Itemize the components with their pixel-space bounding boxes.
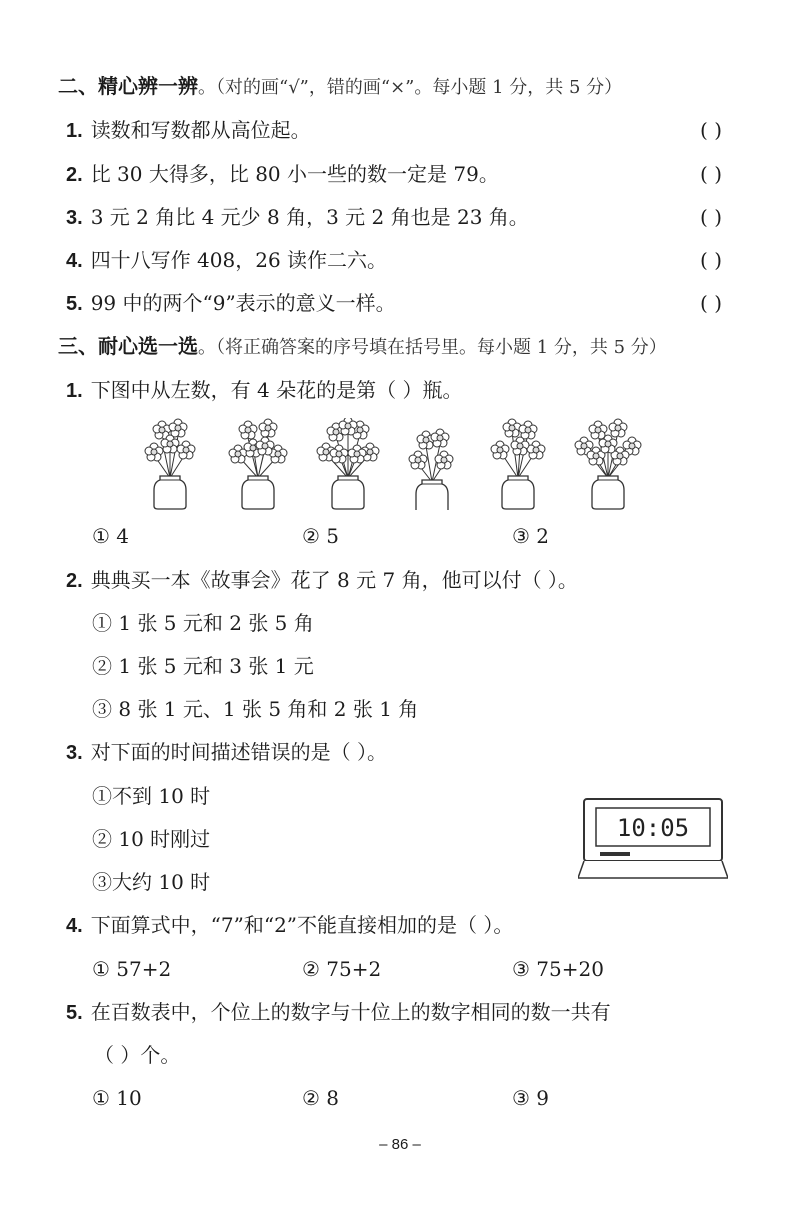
section-3-note: 。（将正确答案的序号填在括号里。每小题 1 分，共 5 分） xyxy=(198,337,667,358)
question-text: 3 元 2 角比 4 元少 8 角，3 元 2 角也是 23 角。 xyxy=(90,205,529,229)
answer-blank-3[interactable]: ( ) xyxy=(700,205,722,229)
question-number: 3. xyxy=(66,207,83,229)
question-text: 99 中的两个“9”表示的意义一样。 xyxy=(90,291,396,315)
digital-clock-illustration xyxy=(578,798,728,880)
question-text: 读数和写数都从高位起。 xyxy=(90,118,311,142)
judge-question-1 xyxy=(66,116,311,145)
choice-question-2 xyxy=(66,566,578,595)
page-number: – 86 – xyxy=(379,1136,421,1153)
answer-blank-4[interactable]: ( ) xyxy=(700,248,722,272)
q1-option-1[interactable]: ① 4 xyxy=(92,524,130,548)
q3-option-1[interactable]: ①不到 10 时 xyxy=(92,784,211,808)
question-text: 比 30 大得多，比 80 小一些的数一定是 79。 xyxy=(90,162,499,186)
vase-5 xyxy=(491,419,545,509)
q4-option-1[interactable]: ① 57+2 xyxy=(92,957,172,981)
flower-vases-illustration xyxy=(140,418,660,510)
section-3-heading xyxy=(58,332,667,362)
question-number: 5. xyxy=(66,293,83,315)
question-number: 2. xyxy=(66,570,83,592)
vase-6 xyxy=(575,419,641,509)
q3-option-2[interactable]: ② 10 时刚过 xyxy=(92,827,211,851)
section-2-heading xyxy=(58,72,622,102)
question-text: 典典买一本《故事会》花了 8 元 7 角，他可以付（ ）。 xyxy=(90,568,578,592)
question-text: 下图中从左数，有 4 朵花的是第（ ）瓶。 xyxy=(90,378,463,402)
answer-blank-5[interactable]: ( ) xyxy=(700,291,722,315)
question-number: 2. xyxy=(66,164,83,186)
vase-1 xyxy=(145,419,195,509)
q4-option-2[interactable]: ② 75+2 xyxy=(302,957,382,981)
q2-option-2[interactable]: ② 1 张 5 元和 3 张 1 元 xyxy=(92,654,314,678)
section-2-title: 二、精心辨一辨 xyxy=(58,74,198,98)
q4-option-3[interactable]: ③ 75+20 xyxy=(512,957,604,981)
answer-blank-2[interactable]: ( ) xyxy=(700,162,722,186)
question-number: 1. xyxy=(66,120,83,142)
q2-option-3[interactable]: ③ 8 张 1 元、1 张 5 角和 2 张 1 角 xyxy=(92,697,419,721)
judge-question-3 xyxy=(66,203,529,232)
choice-question-3 xyxy=(66,738,387,767)
question-number: 1. xyxy=(66,380,83,402)
judge-question-2 xyxy=(66,160,499,189)
judge-question-5 xyxy=(66,289,396,318)
question-number: 4. xyxy=(66,250,83,272)
judge-question-4 xyxy=(66,246,387,275)
q5-option-2[interactable]: ② 8 xyxy=(302,1086,340,1110)
q1-option-3[interactable]: ③ 2 xyxy=(512,524,550,548)
section-3-title: 三、耐心选一选 xyxy=(58,334,198,358)
q5-option-3[interactable]: ③ 9 xyxy=(512,1086,550,1110)
question-text: 在百数表中，个位上的数字与十位上的数字相同的数一共有 xyxy=(90,1000,611,1024)
vase-3 xyxy=(317,418,379,509)
question-text: 四十八写作 408，26 读作二六。 xyxy=(90,248,388,272)
q3-option-3[interactable]: ③大约 10 时 xyxy=(92,870,211,894)
choice-question-5 xyxy=(66,998,611,1027)
q2-option-1[interactable]: ① 1 张 5 元和 2 张 5 角 xyxy=(92,611,314,635)
vase-4 xyxy=(409,429,453,510)
choice-question-4 xyxy=(66,911,513,940)
q5-option-1[interactable]: ① 10 xyxy=(92,1086,142,1110)
question-number: 5. xyxy=(66,1002,83,1024)
question-text: 下面算式中，“7”和“2”不能直接相加的是（ ）。 xyxy=(90,913,514,937)
question-number: 3. xyxy=(66,742,83,764)
question-text: 对下面的时间描述错误的是（ ）。 xyxy=(90,740,388,764)
q1-option-2[interactable]: ② 5 xyxy=(302,524,340,548)
question-number: 4. xyxy=(66,915,83,937)
question-5-continuation: （ ）个。 xyxy=(94,1043,181,1067)
choice-question-1 xyxy=(66,376,462,405)
answer-blank-1[interactable]: ( ) xyxy=(700,118,722,142)
section-2-note: 。（对的画“√”，错的画“×”。每小题 1 分，共 5 分） xyxy=(198,77,623,98)
vase-2 xyxy=(229,419,287,509)
clock-display-text: 10:05 xyxy=(616,814,690,842)
